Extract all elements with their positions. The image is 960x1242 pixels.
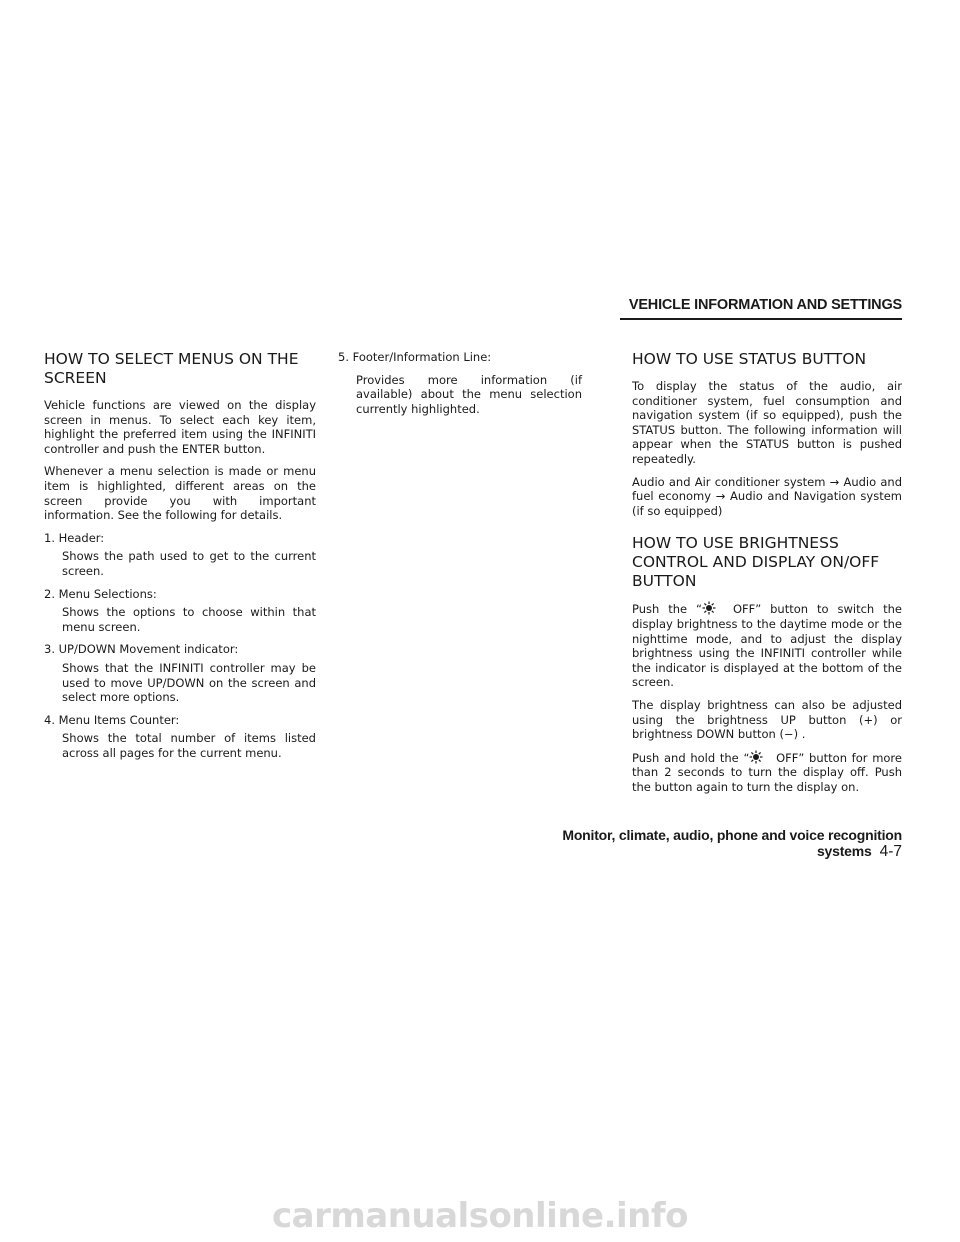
column-right xyxy=(632,350,902,802)
paragraph-details: Whenever a menu selection is made or menu item is highlighted, different areas on the screen provide you with important information. See the following for details. xyxy=(44,464,316,523)
heading-brightness-control: HOW TO USE BRIGHTNESS CONTROL AND DISPLAY ON/OFF BUTTON xyxy=(632,534,880,591)
text-brightness-instructions: OFF” button to switch the display brightness to the daytime mode or the nighttime mode, and to adjust the display brightness using the INFINITI controller while the indicator is displayed at the bottom of the screen. xyxy=(632,602,902,690)
item-title-updown-indicator: 3. UP/DOWN Movement indicator: xyxy=(44,642,239,657)
heading-status-button: HOW TO USE STATUS BUTTON xyxy=(632,350,867,368)
item-title-header: 1. Header: xyxy=(44,530,105,545)
paragraph-status-1: To display the status of the audio, air conditioner system, fuel consumption and navigation system (if so equipped), push the STATUS button. The following information will appear when the STATUS button is pushed repeatedly. xyxy=(632,379,902,466)
column-middle xyxy=(338,350,582,424)
sun-moon-icon xyxy=(702,601,724,615)
paragraph-status-2: Audio and Air conditioner system → Audio and fuel economy → Audio and Navigation system (if so equipped) xyxy=(632,474,902,518)
sun-moon-icon xyxy=(749,750,771,764)
item-title-footer-line: 5. Footer/Information Line: xyxy=(338,350,492,364)
footer-chapter-title: Monitor, climate, audio, phone and voice recognition systems xyxy=(562,827,902,859)
section-title: VEHICLE INFORMATION AND SETTINGS xyxy=(628,297,902,313)
page-number: 4-7 xyxy=(879,843,902,860)
paragraph-intro: Vehicle functions are viewed on the display screen in menus. To select each key item, highlight the preferred item using the INFINITI controller and push the ENTER button. xyxy=(44,398,316,456)
page-footer xyxy=(496,827,902,861)
text-push-the: Push the “ xyxy=(632,602,703,617)
item-text-updown-indicator: Shows that the INFINITI controller may be used to move UP/DOWN on the screen and select more options. xyxy=(62,660,316,705)
item-text-menu-selections: Shows the options to choose within that menu screen. xyxy=(62,605,316,634)
item-text-items-counter: Shows the total number of items listed across all pages for the current menu. xyxy=(62,731,316,760)
watermark: carmanualsonline.info xyxy=(271,1196,689,1236)
paragraph-brightness-1 xyxy=(632,601,902,690)
column-left xyxy=(44,350,316,768)
section-rule xyxy=(620,318,902,320)
item-title-items-counter: 4. Menu Items Counter: xyxy=(44,712,180,727)
text-display-off-instructions: OFF” button for more than 2 seconds to turn the display off. Push the button again to turn the display on. xyxy=(632,750,902,794)
text-push-and-hold: Push and hold the “ xyxy=(632,750,750,765)
item-text-footer-line: Provides more information (if available) about the menu selection currently highlighted. xyxy=(356,372,582,416)
paragraph-brightness-2: The display brightness can also be adjusted using the brightness UP button (+) or brightness DOWN button (−) . xyxy=(632,697,902,742)
item-text-header: Shows the path used to get to the current screen. xyxy=(62,549,316,578)
paragraph-brightness-3 xyxy=(632,750,902,795)
item-title-menu-selections: 2. Menu Selections: xyxy=(44,586,157,601)
heading-select-menus: HOW TO SELECT MENUS ON THE SCREEN xyxy=(44,350,299,387)
